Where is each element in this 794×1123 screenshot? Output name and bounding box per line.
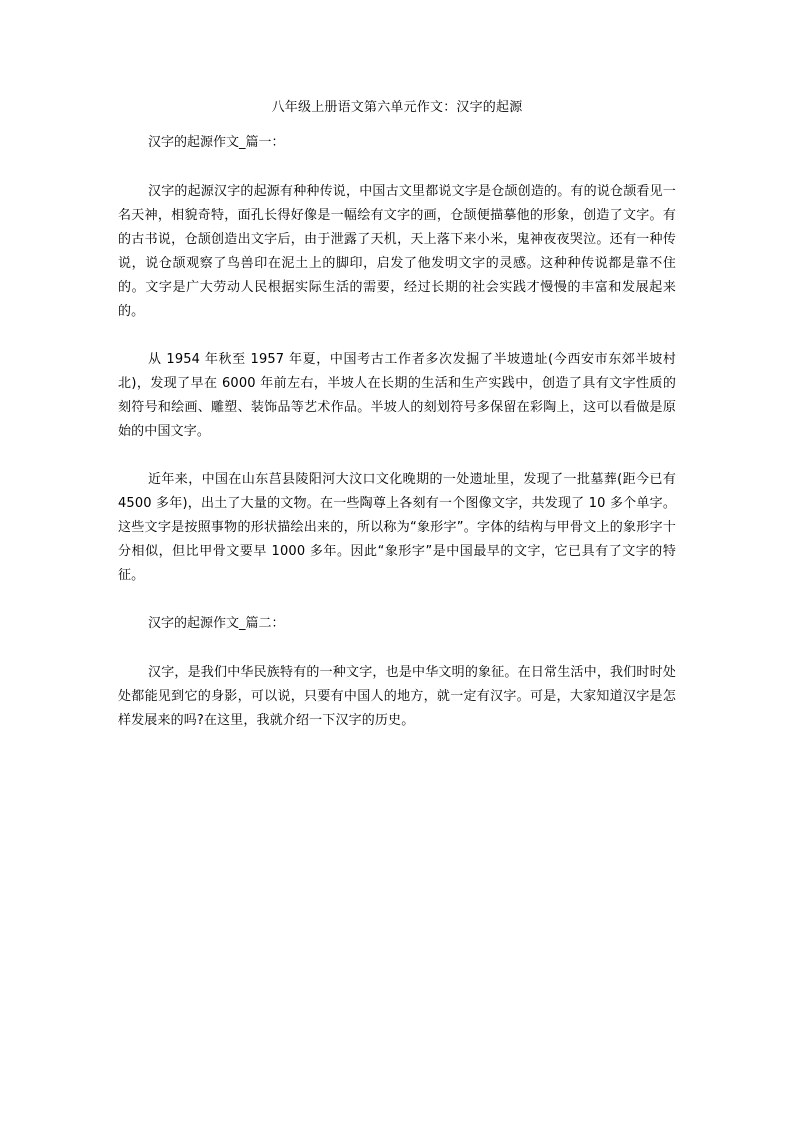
paragraph-1-2: 从 1954 年秋至 1957 年夏，中国考古工作者多次发掘了半坡遗址(今西安市东郊半坡村北)，发现了早在 6000 年前左右，半坡人在长期的生活和生产实践中，创造了具有文字性质的刻符号和绘画、雕塑、装饰品等艺术作品。半坡人的刻划符号多保留在彩陶上，这可以看做是原始的中国文字。: [118, 352, 676, 439]
document-page: [118, 96, 676, 733]
document-title: 八年级上册语文第六单元作文：汉字的起源: [271, 100, 523, 115]
paragraph-1-1: 汉字的起源汉字的起源有种种传说，中国古文里都说文字是仓颉创造的。有的说仓颉看见一名天神，相貌奇特，面孔长得好像是一幅绘有文字的画，仓颉便描摹他的形象，创造了文字。有的古书说，仓颉创造出文字后，由于泄露了天机，天上落下来小米，鬼神夜夜哭泣。还有一种传说，说仓颉观察了鸟兽印在泥土上的脚印，启发了他发明文字的灵感。这种种传说都是靠不住的。文字是广大劳动人民根据实际生活的需要，经过长期的社会实践才慢慢的丰富和发展起来的。: [118, 184, 676, 319]
paragraph-2-1: 汉字，是我们中华民族特有的一种文字，也是中华文明的象征。在日常生活中，我们时时处处都能见到它的身影，可以说，只要有中国人的地方，就一定有汉字。可是，大家知道汉字是怎样发展来的吗?在这里，我就介绍一下汉字的历史。: [118, 665, 676, 728]
paragraph-1-3: 近年来，中国在山东莒县陵阳河大汶口文化晚期的一处遗址里，发现了一批墓葬(距今已有 4500 多年)，出土了大量的文物。在一些陶尊上各刻有一个图像文字，共发现了 10 多个单字。这些文字是按照事物的形状描绘出来的，所以称为“象形字”。字体的结构与甲骨文上的象形字十分相似，但比甲骨文要早 1000 多年。因此“象形字”是中国最早的文字，它已具有了文字的特征。: [118, 472, 676, 583]
section-heading-1: 汉字的起源作文_篇一：: [148, 135, 285, 150]
section-heading-2: 汉字的起源作文_篇二：: [148, 616, 285, 631]
